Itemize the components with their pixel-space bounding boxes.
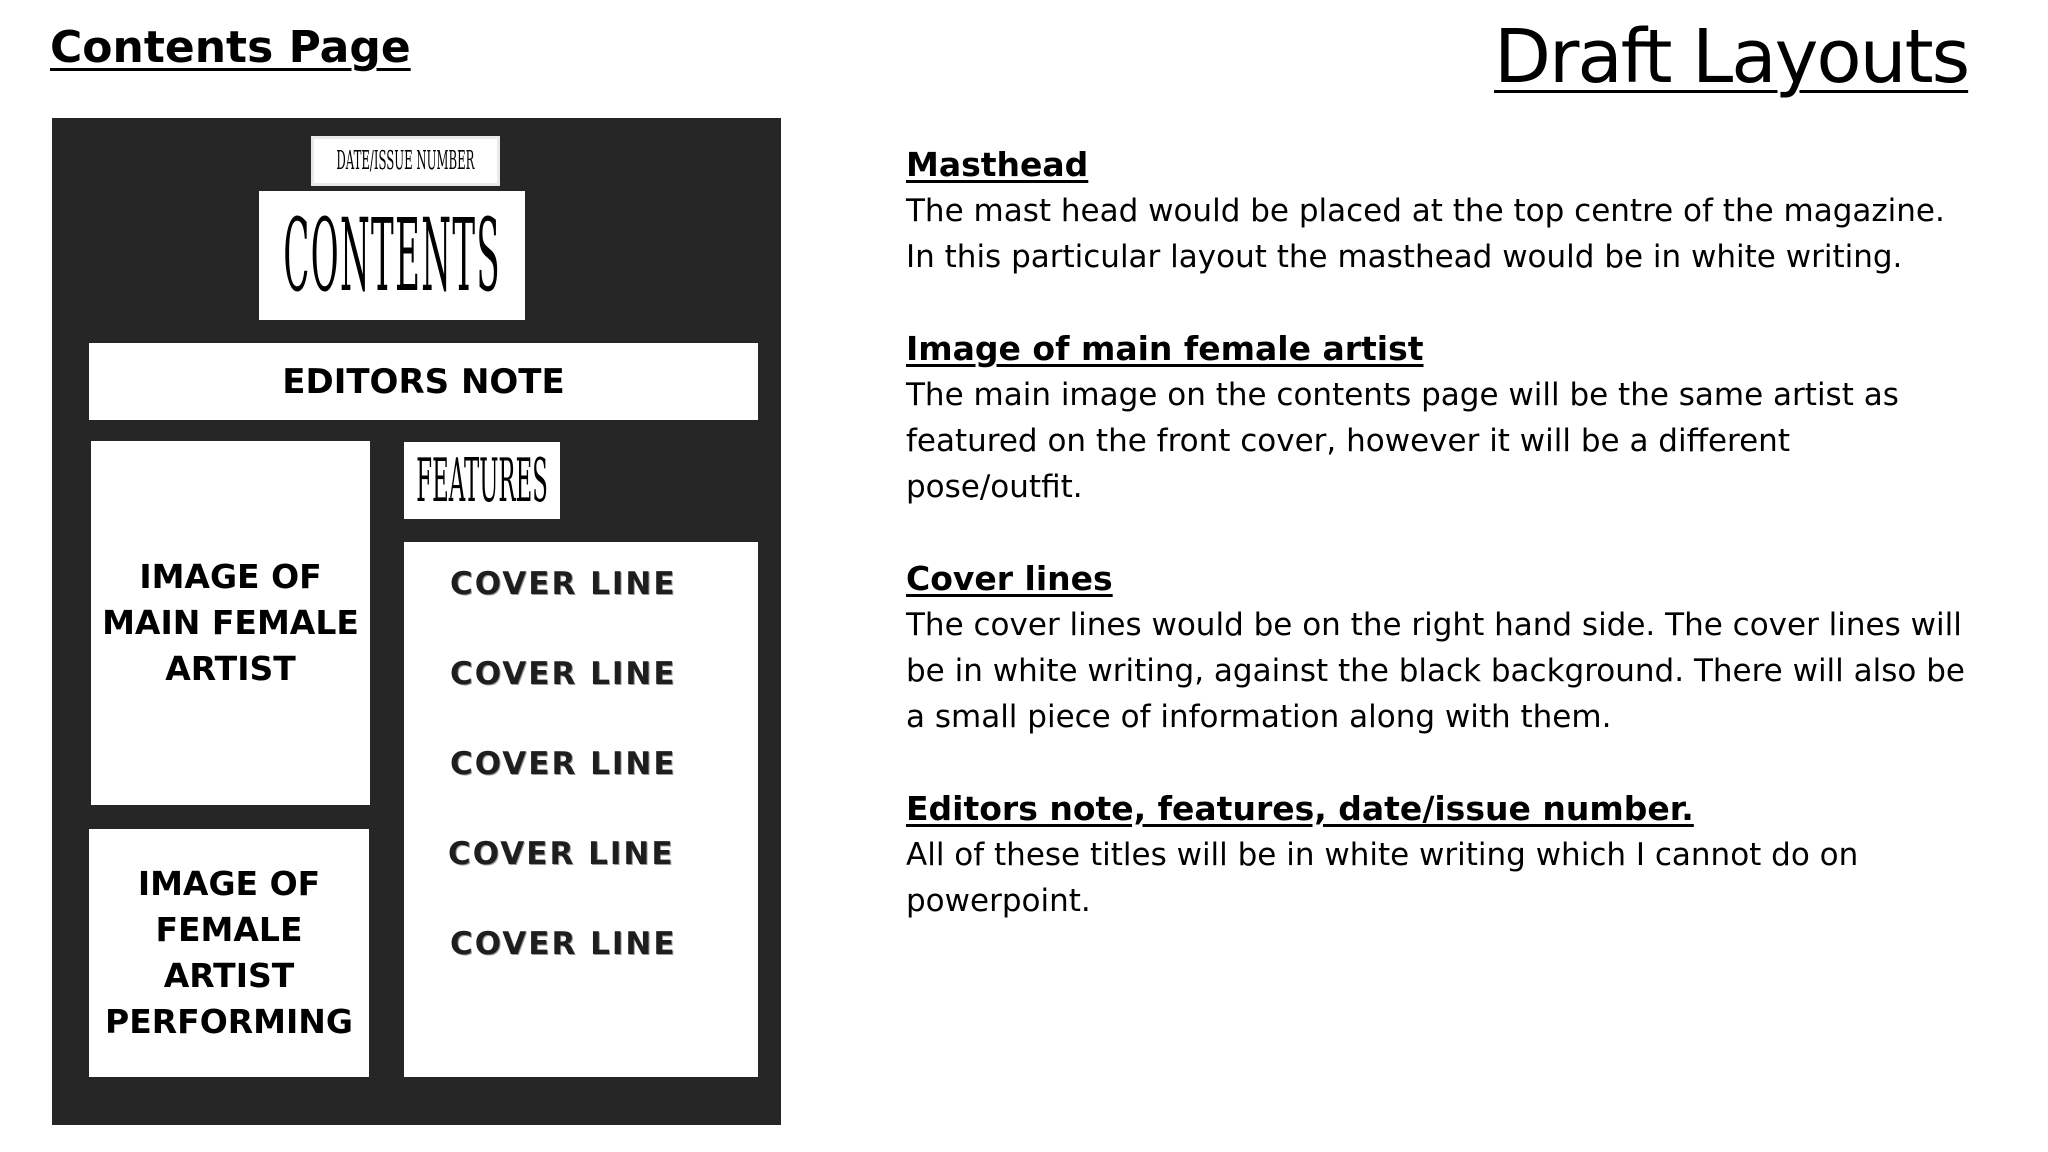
note-section-cover-lines <box>906 556 1966 740</box>
date-issue-box <box>311 136 500 186</box>
performing-image-line: ARTIST <box>163 956 295 995</box>
note-heading: Cover lines <box>906 559 1113 598</box>
features-label: FEATURES <box>416 445 548 516</box>
note-heading: Image of main female artist <box>906 329 1424 368</box>
editors-note-label: EDITORS NOTE <box>282 361 565 402</box>
main-image-line: IMAGE OF <box>139 557 322 596</box>
page-title: Contents Page <box>50 22 411 73</box>
note-heading: Masthead <box>906 145 1089 184</box>
performing-image-line: IMAGE OF <box>137 864 321 903</box>
note-body: All of these titles will be in white writing which I cannot do on powerpoint. <box>906 837 1859 919</box>
performing-image-line: PERFORMING <box>105 1002 353 1041</box>
cover-line: COVER LINE <box>450 746 677 782</box>
contents-masthead-label: CONTENTS <box>283 197 501 314</box>
main-image-line: ARTIST <box>165 649 296 688</box>
note-heading: Editors note, features, date/issue number. <box>906 789 1694 828</box>
contents-page-mockup <box>52 118 781 1125</box>
cover-line: COVER LINE <box>450 926 677 962</box>
date-issue-label: DATE/ISSUE NUMBER <box>336 146 475 176</box>
note-body: The mast head would be placed at the top centre of the magazine. In this particular layout the masthead would be in white writing. <box>906 193 1945 275</box>
note-body: The cover lines would be on the right hand side. The cover lines will be in white writing, against the black background. There will also be a small piece of information along with them. <box>906 607 1965 735</box>
cover-line: COVER LINE <box>450 656 677 692</box>
cover-line: COVER LINE <box>450 566 677 602</box>
note-body: The main image on the contents page will be the same artist as featured on the front cover, however it will be a different pose/outfit. <box>906 377 1899 505</box>
note-section-titles <box>906 786 1966 924</box>
contents-masthead-box <box>259 191 525 320</box>
editors-note-box <box>89 343 758 420</box>
note-section-main-image <box>906 326 1966 510</box>
main-image-line: MAIN FEMALE <box>102 603 359 642</box>
performing-image-placeholder <box>89 829 369 1077</box>
main-image-placeholder <box>91 441 370 805</box>
notes-panel <box>906 142 1966 970</box>
performing-image-label <box>105 861 353 1045</box>
main-image-label <box>102 554 359 692</box>
cover-line: COVER LINE <box>448 836 675 872</box>
features-box <box>404 442 560 519</box>
performing-image-line: FEMALE <box>155 910 303 949</box>
slide-title: Draft Layouts <box>1494 14 1969 100</box>
cover-lines-box <box>404 542 758 1077</box>
note-section-masthead <box>906 142 1966 280</box>
